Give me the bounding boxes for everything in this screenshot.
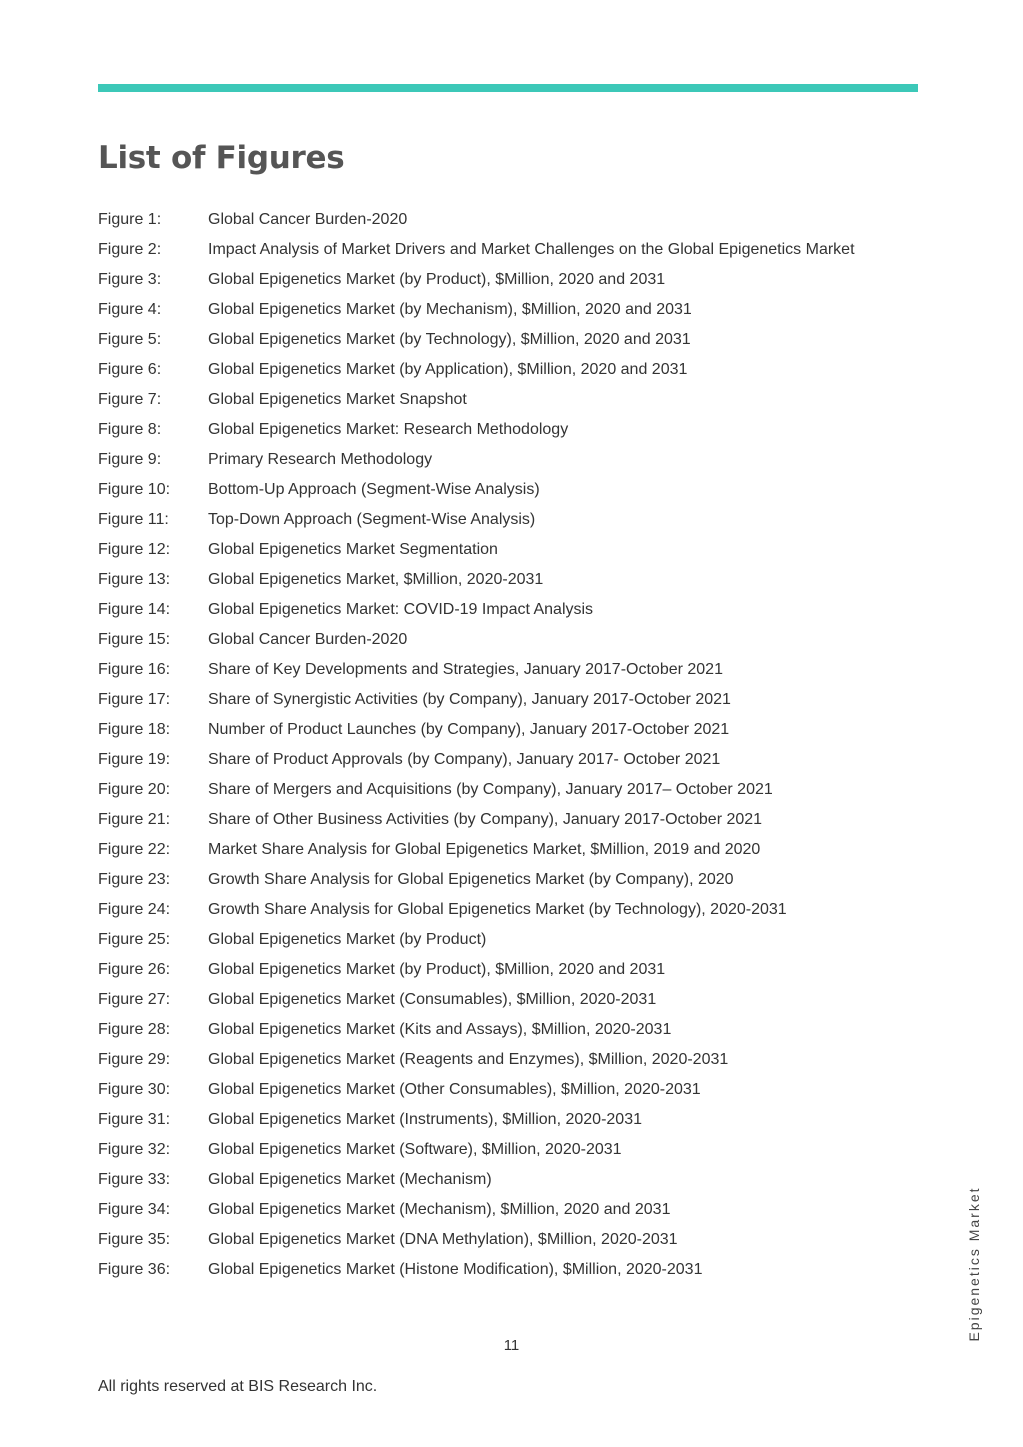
figure-caption: Global Cancer Burden-2020 — [208, 631, 408, 648]
figure-number: Figure 13: — [98, 571, 171, 588]
figure-number: Figure 22: — [98, 841, 171, 858]
figure-entry — [98, 210, 878, 230]
figure-caption: Global Epigenetics Market (DNA Methylation), $Million, 2020-2031 — [208, 1231, 678, 1248]
figure-caption: Global Epigenetics Market (Kits and Assays), $Million, 2020-2031 — [208, 1021, 672, 1038]
figure-caption: Share of Key Developments and Strategies, January 2017-October 2021 — [208, 661, 723, 678]
figure-caption: Global Epigenetics Market (by Technology), $Million, 2020 and 2031 — [208, 331, 691, 348]
figure-entry — [98, 1200, 878, 1220]
figure-number: Figure 14: — [98, 601, 171, 618]
figure-number: Figure 29: — [98, 1051, 171, 1068]
figure-entry — [98, 1140, 878, 1160]
figure-caption: Global Epigenetics Market (by Product), $Million, 2020 and 2031 — [208, 961, 666, 978]
figure-entry — [98, 330, 878, 350]
figure-entry — [98, 240, 878, 260]
figure-entry — [98, 720, 878, 740]
figure-entry — [98, 600, 878, 620]
figure-entry — [98, 570, 878, 590]
figure-caption: Global Epigenetics Market (by Mechanism), $Million, 2020 and 2031 — [208, 301, 692, 318]
figure-caption: Top-Down Approach (Segment-Wise Analysis) — [208, 511, 536, 528]
figure-caption: Market Share Analysis for Global Epigenetics Market, $Million, 2019 and 2020 — [208, 841, 761, 858]
figure-number: Figure 20: — [98, 781, 171, 798]
figure-caption: Share of Product Approvals (by Company), January 2017- October 2021 — [208, 751, 721, 768]
figure-entry — [98, 390, 878, 410]
figure-number: Figure 9: — [98, 451, 162, 468]
figure-list — [98, 210, 878, 1290]
figure-caption: Primary Research Methodology — [208, 451, 433, 468]
figure-entry — [98, 1260, 878, 1280]
figure-number: Figure 27: — [98, 991, 171, 1008]
figure-number: Figure 16: — [98, 661, 171, 678]
figure-entry — [98, 420, 878, 440]
figure-entry — [98, 960, 878, 980]
figure-entry — [98, 1020, 878, 1040]
figure-entry — [98, 1110, 878, 1130]
figure-entry — [98, 1080, 878, 1100]
figure-number: Figure 8: — [98, 421, 162, 438]
figure-caption: Global Epigenetics Market (by Product) — [208, 931, 487, 948]
figure-caption: Global Epigenetics Market (Reagents and Enzymes), $Million, 2020-2031 — [208, 1051, 729, 1068]
figure-caption: Share of Other Business Activities (by Company), January 2017-October 2021 — [208, 811, 763, 828]
page-number: 11 — [503, 1337, 520, 1354]
figure-entry — [98, 450, 878, 470]
figure-entry — [98, 1170, 878, 1190]
figure-entry — [98, 900, 878, 920]
figure-caption: Growth Share Analysis for Global Epigenetics Market (by Technology), 2020-2031 — [208, 901, 787, 918]
figure-number: Figure 12: — [98, 541, 171, 558]
figure-number: Figure 35: — [98, 1231, 171, 1248]
figure-number: Figure 10: — [98, 481, 171, 498]
figure-caption: Global Epigenetics Market Segmentation — [208, 541, 498, 558]
figure-caption: Global Epigenetics Market (Histone Modification), $Million, 2020-2031 — [208, 1261, 703, 1278]
figure-entry — [98, 300, 878, 320]
figure-number: Figure 15: — [98, 631, 171, 648]
side-label: Epigenetics Market — [966, 1186, 982, 1342]
figure-caption: Global Epigenetics Market: COVID-19 Impact Analysis — [208, 601, 594, 618]
figure-caption: Global Epigenetics Market: Research Methodology — [208, 421, 569, 438]
figure-entry — [98, 360, 878, 380]
figure-caption: Global Epigenetics Market (by Product), $Million, 2020 and 2031 — [208, 271, 666, 288]
figure-caption: Impact Analysis of Market Drivers and Market Challenges on the Global Epigenetics Market — [208, 241, 855, 258]
figure-number: Figure 33: — [98, 1171, 171, 1188]
figure-number: Figure 26: — [98, 961, 171, 978]
figure-entry — [98, 780, 878, 800]
figure-number: Figure 3: — [98, 271, 162, 288]
header-accent-rule — [98, 84, 918, 92]
figure-caption: Share of Synergistic Activities (by Company), January 2017-October 2021 — [208, 691, 731, 708]
figure-number: Figure 17: — [98, 691, 171, 708]
figure-entry — [98, 930, 878, 950]
figure-number: Figure 5: — [98, 331, 162, 348]
page-title: List of Figures — [98, 140, 345, 176]
figure-caption: Global Epigenetics Market (Instruments), $Million, 2020-2031 — [208, 1111, 642, 1128]
figure-number: Figure 32: — [98, 1141, 171, 1158]
figure-caption: Global Epigenetics Market, $Million, 2020-2031 — [208, 571, 544, 588]
figure-entry — [98, 990, 878, 1010]
figure-entry — [98, 480, 878, 500]
figure-entry — [98, 750, 878, 770]
figure-number: Figure 1: — [98, 211, 162, 228]
figure-entry — [98, 1050, 878, 1070]
figure-number: Figure 31: — [98, 1111, 171, 1128]
figure-number: Figure 18: — [98, 721, 171, 738]
figure-entry — [98, 840, 878, 860]
figure-number: Figure 23: — [98, 871, 171, 888]
figure-number: Figure 34: — [98, 1201, 171, 1218]
figure-entry — [98, 630, 878, 650]
figure-caption: Growth Share Analysis for Global Epigenetics Market (by Company), 2020 — [208, 871, 734, 888]
figure-caption: Global Epigenetics Market (Mechanism), $Million, 2020 and 2031 — [208, 1201, 671, 1218]
figure-number: Figure 28: — [98, 1021, 171, 1038]
figure-caption: Global Epigenetics Market (Mechanism) — [208, 1171, 492, 1188]
footer-copyright: All rights reserved at BIS Research Inc. — [98, 1378, 378, 1395]
figure-number: Figure 6: — [98, 361, 162, 378]
figure-entry — [98, 1230, 878, 1250]
figure-entry — [98, 660, 878, 680]
figure-number: Figure 25: — [98, 931, 171, 948]
figure-number: Figure 30: — [98, 1081, 171, 1098]
figure-entry — [98, 510, 878, 530]
figure-caption: Share of Mergers and Acquisitions (by Company), January 2017– October 2021 — [208, 781, 773, 798]
figure-number: Figure 21: — [98, 811, 171, 828]
figure-number: Figure 2: — [98, 241, 162, 258]
figure-caption: Global Epigenetics Market Snapshot — [208, 391, 467, 408]
figure-number: Figure 11: — [98, 511, 169, 528]
figure-caption: Global Cancer Burden-2020 — [208, 211, 408, 228]
figure-caption: Bottom-Up Approach (Segment-Wise Analysis) — [208, 481, 540, 498]
figure-entry — [98, 810, 878, 830]
figure-caption: Global Epigenetics Market (Software), $Million, 2020-2031 — [208, 1141, 622, 1158]
figure-number: Figure 4: — [98, 301, 162, 318]
figure-entry — [98, 870, 878, 890]
figure-caption: Global Epigenetics Market (Consumables), $Million, 2020-2031 — [208, 991, 657, 1008]
figure-number: Figure 36: — [98, 1261, 171, 1278]
figure-entry — [98, 270, 878, 290]
figure-number: Figure 19: — [98, 751, 171, 768]
figure-entry — [98, 540, 878, 560]
figure-entry — [98, 690, 878, 710]
figure-caption: Number of Product Launches (by Company), January 2017-October 2021 — [208, 721, 730, 738]
figure-caption: Global Epigenetics Market (by Application), $Million, 2020 and 2031 — [208, 361, 688, 378]
figure-number: Figure 7: — [98, 391, 162, 408]
figure-caption: Global Epigenetics Market (Other Consumables), $Million, 2020-2031 — [208, 1081, 701, 1098]
figure-number: Figure 24: — [98, 901, 171, 918]
